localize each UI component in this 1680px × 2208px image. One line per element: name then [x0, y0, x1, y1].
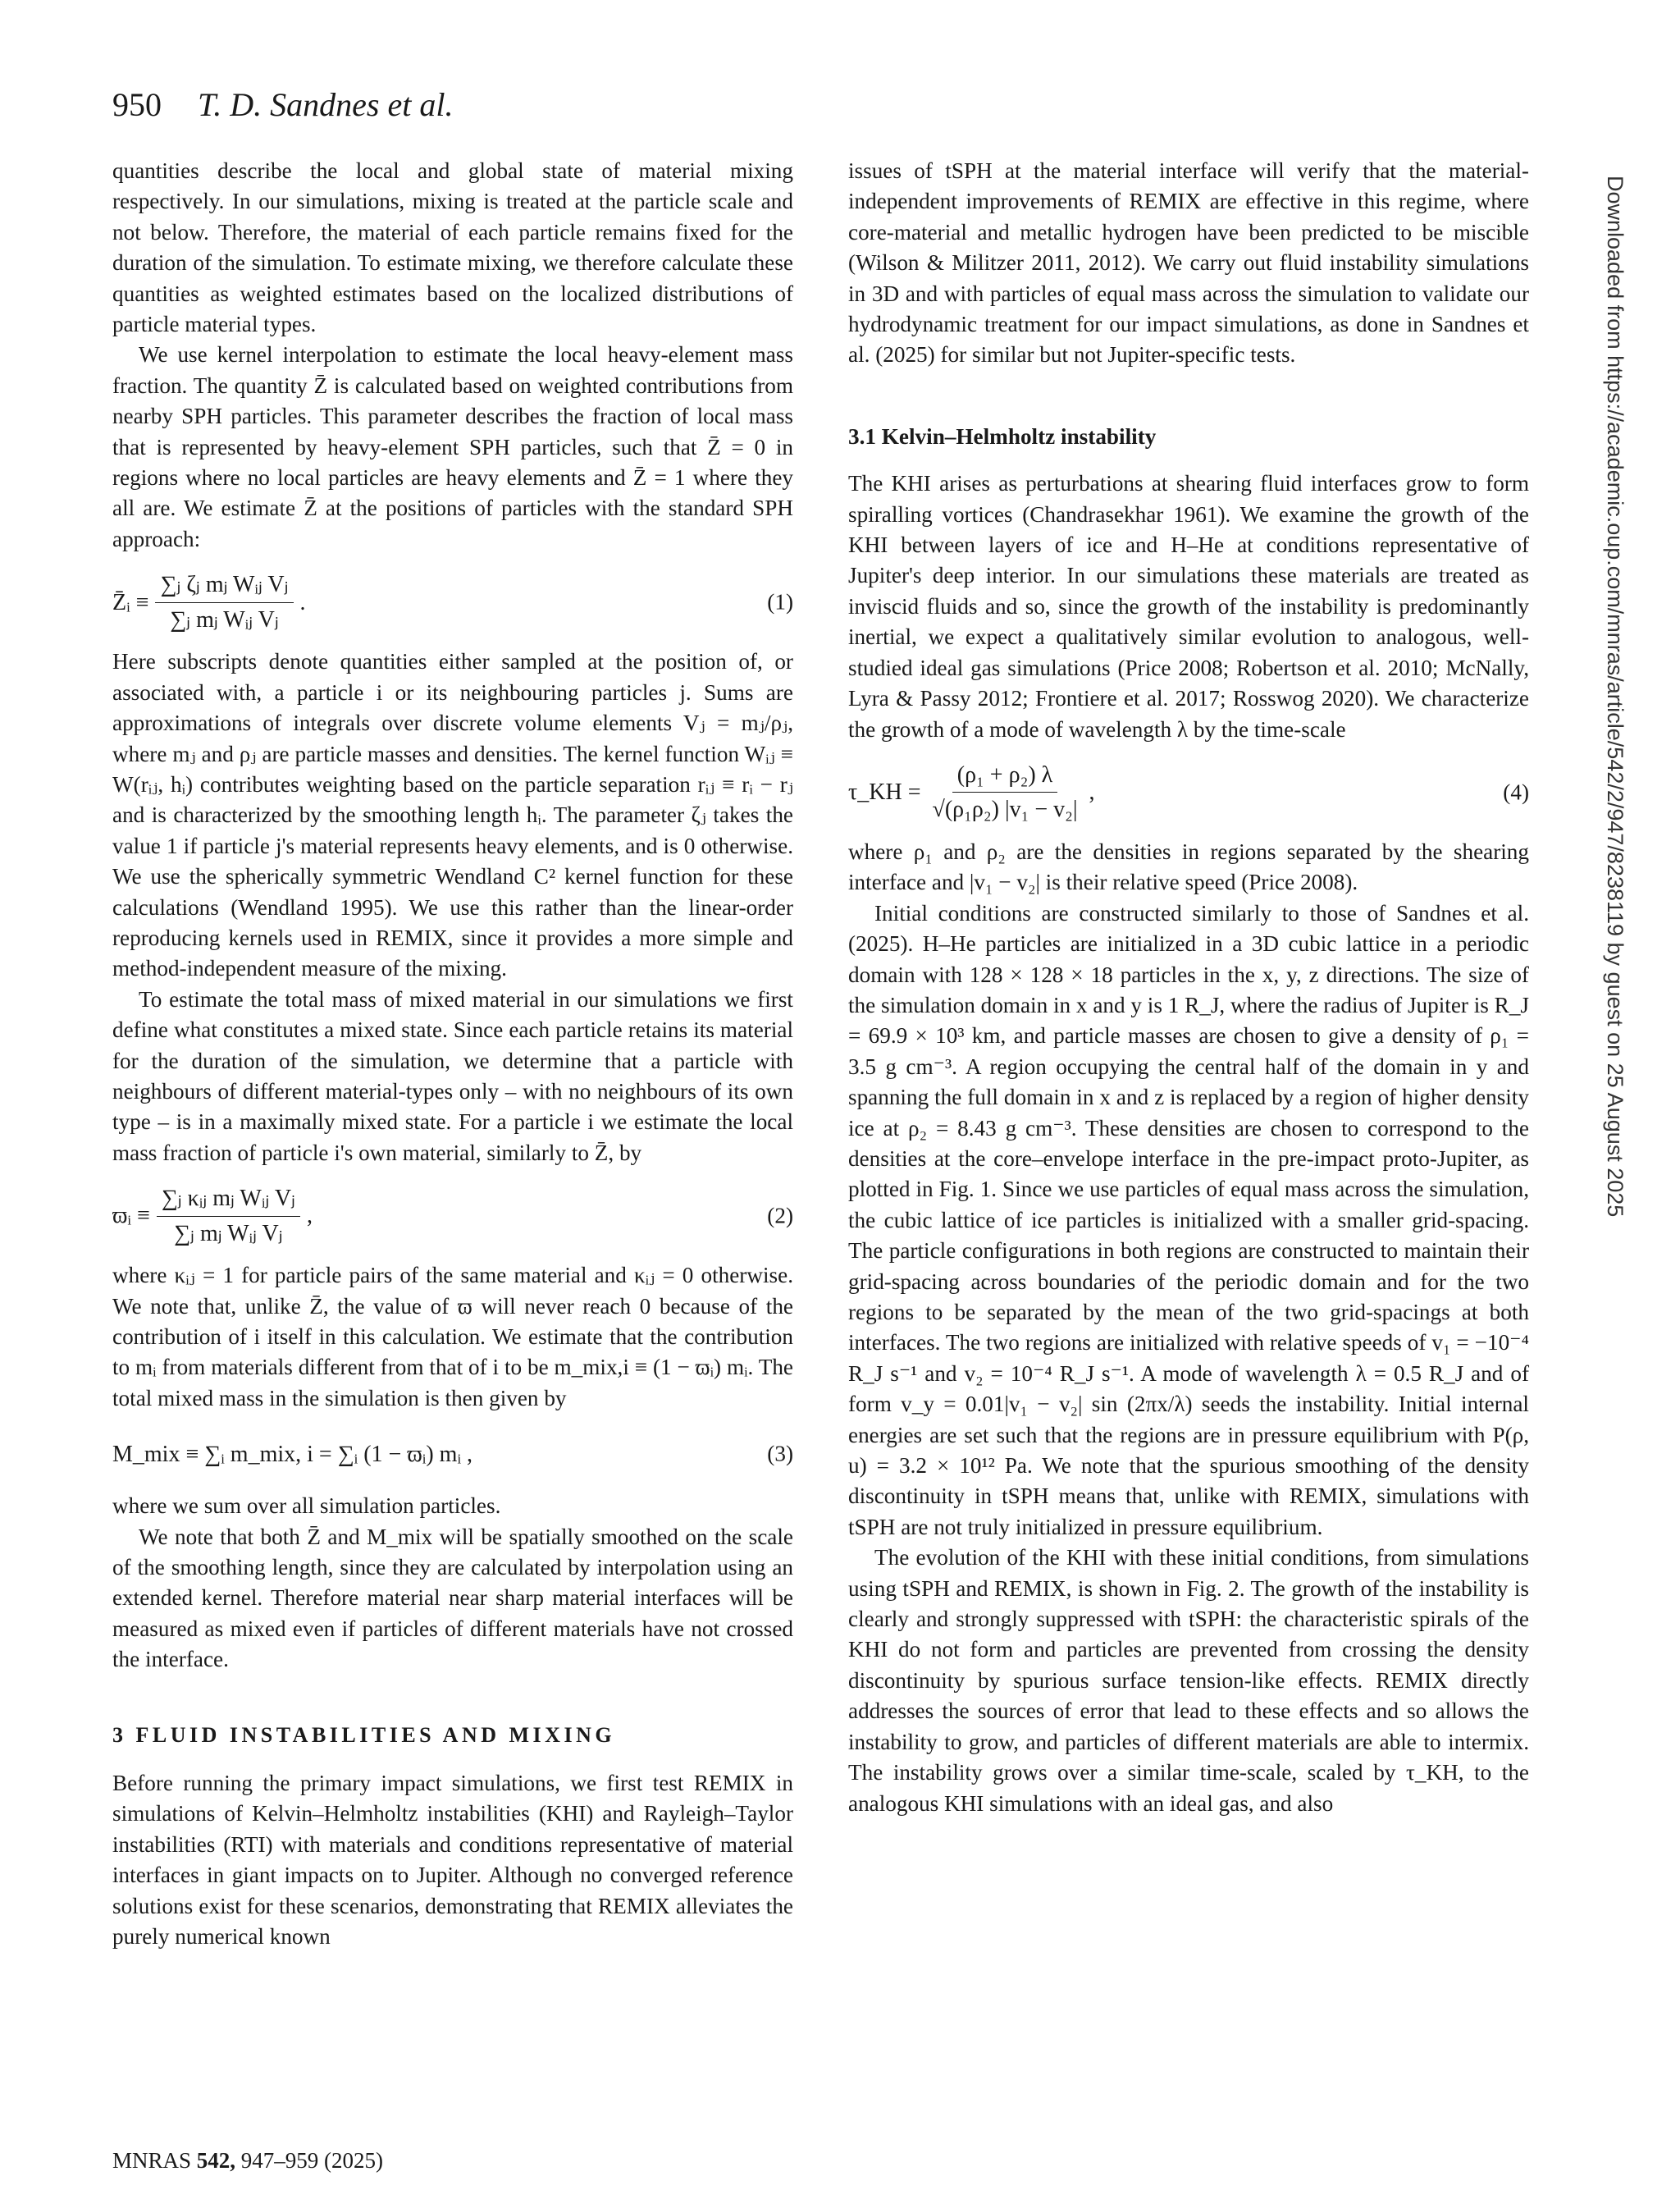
denominator: ∑ⱼ mⱼ Wᵢⱼ Vⱼ — [170, 606, 279, 633]
equation-number: (1) — [767, 589, 793, 615]
journal-name: MNRAS — [112, 2148, 192, 2173]
paragraph: issues of tSPH at the material interface will verify that the material-independent improvements of REMIX are effective in this regime, where core-material and metallic hydrogen have been predicted to be miscible (Wilson & Militzer 2011, 2012). We carry out fluid instability simulations in 3D and with particles of equal mass across the simulation to validate our hydrodynamic treatment for our impact simulations, as done in Sandnes et al. (2025) for similar but not Jupiter-specific tests. — [848, 158, 1529, 368]
download-note: Downloaded from https://academic.oup.com/mnras/article/542/2/947/8238119 by guest on 25 August 2025 — [1603, 176, 1628, 1218]
paragraph: where ρ₁ and ρ₂ are the densities in regions separated by the shearing interface and |v₁ − v₂| is their relative speed (Price 2008). — [848, 839, 1529, 895]
download-watermark — [1598, 176, 1639, 1661]
equation-fraction — [155, 569, 293, 635]
equation-4 — [848, 757, 1529, 829]
equation-lhs: Z̄ᵢ ≡ — [112, 589, 149, 615]
denominator: ∑ⱼ mⱼ Wᵢⱼ Vⱼ — [174, 1220, 283, 1246]
paragraph: The evolution of the KHI with these initial conditions, from simulations using tSPH and REMIX, is shown in Fig. 2. The growth of the instability is clearly and strongly suppressed with tSPH: the characteristic spirals of the KHI do not form and particles are prevented from crossing the density discontinuity by spurious surface tension-like effects. REMIX directly addresses the sources of error that lead to these effects and so allows the instability to grow, and particles of different materials are able to intermix. The instability grows over a similar time-scale, scaled by τ_KH, to the analogous KHI simulations with an ideal gas, and also — [848, 1545, 1529, 1816]
paragraph: Before running the primary impact simulations, we first test REMIX in simulations of Kelvin–Helmholtz instabilities (KHI) and Rayleigh–Taylor instabilities (RTI) with materials and conditions representative of material interfaces in giant impacts on to Jupiter. Although no converged reference solutions exist for these scenarios, demonstrating that REMIX alleviates the purely numerical known — [112, 1771, 793, 1950]
journal-pages: 947–959 (2025) — [240, 2148, 384, 2173]
paragraph: where we sum over all simulation particles. — [112, 1493, 501, 1519]
equation-2 — [112, 1180, 793, 1252]
equation-lhs: ϖᵢ ≡ — [112, 1203, 150, 1229]
equation-3 — [112, 1425, 793, 1483]
running-header — [112, 85, 453, 124]
equation-lhs: τ_KH = — [848, 779, 921, 806]
equation-number: (3) — [767, 1441, 793, 1466]
numerator: ∑ⱼ ζⱼ mⱼ Wᵢⱼ Vⱼ — [155, 569, 293, 602]
running-authors: T. D. Sandnes et al. — [198, 86, 454, 123]
right-column — [848, 156, 1529, 1819]
equation-number: (4) — [1503, 779, 1529, 805]
paragraph: We use kernel interpolation to estimate the local heavy-element mass fraction. The quantity Z̄ is calculated based on weighted contributions from nearby SPH particles. This parameter describes the fraction of local mass that is represented by heavy-element SPH particles, such that Z̄ = 0 in regions where no local particles are heavy elements and Z̄ = 1 where they all are. We estimate Z̄ at the positions of particles with the standard SPH approach: — [112, 342, 793, 551]
paragraph: We note that both Z̄ and M_mix will be spatially smoothed on the scale of the smoothing length, since they are calculated by interpolation using an extended kernel. Therefore material near sharp material interfaces will be measured as mixed even if particles of different materials have not crossed the interface. — [112, 1524, 793, 1672]
numerator: ∑ⱼ κᵢⱼ mⱼ Wᵢⱼ Vⱼ — [157, 1183, 300, 1216]
equation-tail: , — [306, 1203, 313, 1229]
journal-volume: 542, — [196, 2148, 236, 2173]
paragraph: quantities describe the local and global state of material mixing respectively. In our simulations, mixing is treated at the particle scale and not below. Therefore, the material of each particle remains fixed for the duration of the simulation. To estimate mixing, we therefore calculate these quantities as weighted estimates based on the localized distributions of particle material types. — [112, 158, 793, 337]
equation-tail: . — [299, 589, 306, 615]
section-heading: 3 FLUID INSTABILITIES AND MIXING — [112, 1722, 616, 1747]
page-footer — [112, 2148, 383, 2174]
denominator: √(ρ₁ρ₂) |v₁ − v₂| — [932, 797, 1078, 823]
paragraph: where κᵢⱼ = 1 for particle pairs of the same material and κᵢⱼ = 0 otherwise. We note that, unlike Z̄, the value of ϖ will never reach 0 because of the contribution of i itself in this calculation. We estimate that the contribution to mᵢ from materials different from that of i to be m_mix,i ≡ (1 − ϖᵢ) mᵢ. The total mixed mass in the simulation is then given by — [112, 1263, 793, 1410]
equation-number: (2) — [767, 1203, 793, 1228]
paragraph: Here subscripts denote quantities either sampled at the position of, or associated with, a particle i or its neighbouring particles j. Sums are approximations of integrals over discrete volume elements Vⱼ = mⱼ/ρⱼ, where mⱼ and ρⱼ are particle masses and densities. The kernel function Wᵢⱼ ≡ W(rᵢⱼ, hᵢ) contributes weighting based on the particle separation rᵢⱼ ≡ rᵢ − rⱼ and is characterized by the smoothing length hᵢ. The parameter ζⱼ takes the value 1 if particle j's material represents heavy elements, and is 0 otherwise. We use the spherically symmetric Wendland C² kernel function for these calculations (Wendland 1995). We use this rather than the linear-order reproducing kernels used in REMIX, since it provides a more simple and method-independent measure of the mixing. — [112, 649, 793, 981]
equation-tail: , — [1089, 779, 1095, 806]
equation-fraction — [157, 1183, 300, 1249]
subsection-heading: 3.1 Kelvin–Helmholtz instability — [848, 423, 1157, 449]
numerator: (ρ₁ + ρ₂) λ — [952, 760, 1057, 793]
equation-1 — [112, 566, 793, 638]
equation-fraction — [927, 760, 1082, 825]
paragraph: Initial conditions are constructed similarly to those of Sandnes et al. (2025). H–He particles are initialized in a 3D cubic lattice in a periodic domain with 128 × 128 × 18 particles in the x, y, z directions. The size of the simulation domain in x and y is 1 R_J, where the radius of Jupiter is R_J = 69.9 × 10³ km, and particle masses are chosen to give a density of ρ₁ = 3.5 g cm⁻³. A region occupying the central half of the domain in y and spanning the full domain in x and z is replaced by a region of higher density ice at ρ₂ = 8.43 g cm⁻³. These densities are chosen to correspond to the densities at the core–envelope interface in the pre-impact proto-Jupiter, as plotted in Fig. 1. Since we use particles of equal mass across the simulation, the cubic lattice of ice particles is initialized with a smaller grid-spacing. The particle configurations in both regions are constructed to maintain their grid-spacing across boundaries of the periodic domain and for the two regions to be separated by the mean of the two grid-spacings at both interfaces. The two regions are initialized with relative speeds of v₁ = −10⁻⁴ R_J s⁻¹ and v₂ = 10⁻⁴ R_J s⁻¹. A mode of wavelength λ = 0.5 R_J and of form v_y = 0.01|v₁ − v₂| sin (2πx/λ) seeds the instability. Initial internal energies are set such that the regions are in pressure equilibrium with P(ρ, u) = 3.2 × 10¹² Pa. We note that the spurious smoothing of the density discontinuity in tSPH means that, unlike with REMIX, simulations with tSPH are not truly initialized in pressure equilibrium. — [848, 900, 1529, 1539]
left-column — [112, 156, 793, 1953]
paragraph: To estimate the total mass of mixed material in our simulations we first define what constitutes a mixed state. Since each particle retains its material for the duration of the simulation, we determine that a particle with neighbours of different material-types only – with no neighbours of its own type – is in a maximally mixed state. For a particle i we estimate the local mass fraction of particle i's own material, similarly to Z̄, by — [112, 986, 793, 1165]
paragraph: The KHI arises as perturbations at shearing fluid interfaces grow to form spiralling vortices (Chandrasekhar 1961). We examine the growth of the KHI between layers of ice and H–He at conditions representative of Jupiter's deep interior. In our simulations these materials are treated as inviscid fluids and so, since the growth of the instability is predominantly inertial, we expect a qualitatively similar evolution to analogous, well-studied ideal gas simulations (Price 2008; Robertson et al. 2010; McNally, Lyra & Passy 2012; Frontiere et al. 2017; Rosswog 2020). We characterize the growth of a mode of wavelength λ by the time-scale — [848, 471, 1529, 742]
equation-body: M_mix ≡ ∑ᵢ m_mix, i = ∑ᵢ (1 − ϖᵢ) mᵢ , — [112, 1441, 473, 1467]
page-number: 950 — [112, 86, 162, 123]
